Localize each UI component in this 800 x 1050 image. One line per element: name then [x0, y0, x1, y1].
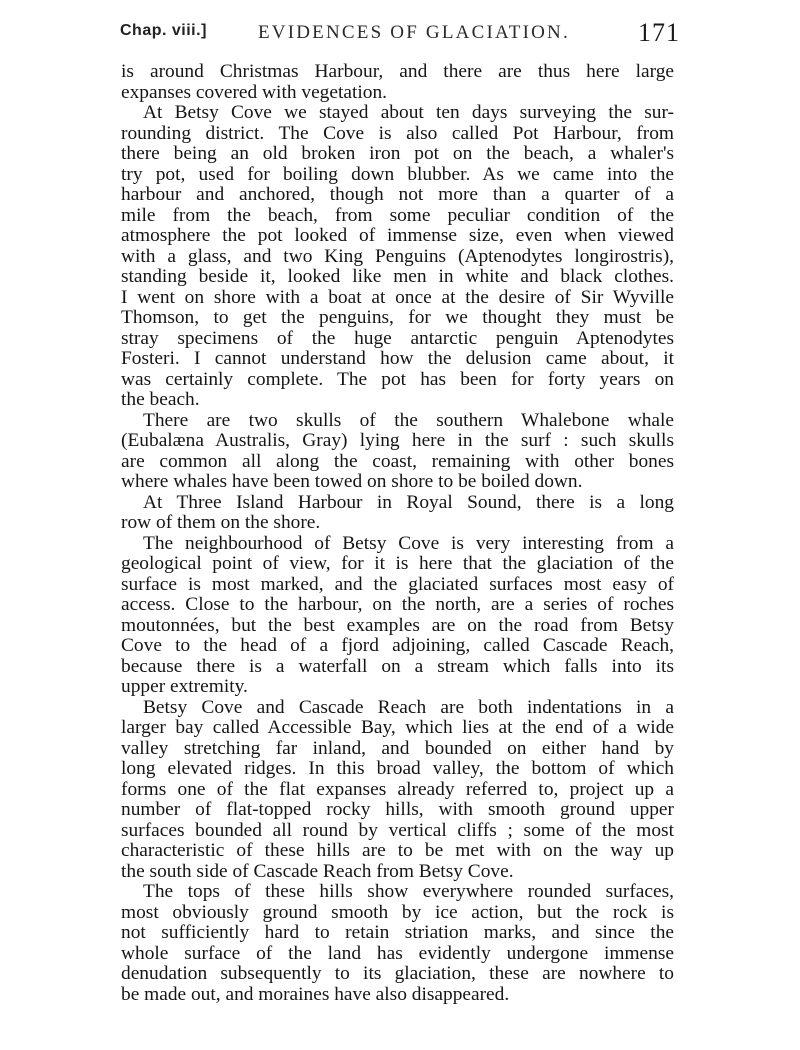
text-line: because there is a waterfall on a stream which falls into its: [121, 655, 674, 677]
paragraph-betsy-cove: [121, 103, 674, 411]
text-line: moutonnées, but the best examples are on the road from Betsy: [121, 614, 674, 636]
text-line: There are two skulls of the southern Whalebone whale: [143, 409, 674, 431]
text-line: Fosteri. I cannot understand how the delusion came about, it: [121, 348, 674, 369]
text-line: access. Close to the harbour, on the north, are a series of roches: [121, 594, 674, 615]
text-line: forms one of the flat expanses already referred to, project up a: [121, 778, 674, 800]
text-line: stray specimens of the huge antarctic penguin Aptenodytes: [121, 327, 674, 349]
text-line: valley stretching far inland, and bounded on either hand by: [121, 737, 674, 759]
body-text: [121, 62, 674, 1005]
text-line: the south side of Cascade Reach from Betsy Cove.: [121, 860, 514, 882]
text-line: surface is most marked, and the glaciated surfaces most easy of: [121, 573, 674, 595]
text-line: I went on shore with a boat at once at the desire of Sir Wyville: [121, 286, 674, 308]
text-line: rounding district. The Cove is also called Pot Harbour, from: [121, 122, 674, 144]
text-line: upper extremity.: [121, 676, 248, 697]
running-head: [120, 20, 680, 48]
text-line: there being an old broken iron pot on the beach, a whaler's: [121, 143, 674, 164]
chapter-reference: Chap. viii.]: [120, 22, 207, 39]
text-line: Thomson, to get the penguins, for we thought they must be: [121, 307, 674, 328]
page-number: 171: [638, 18, 680, 47]
running-title: EVIDENCES OF GLACIATION.: [258, 22, 570, 43]
text-line: long elevated ridges. In this broad valley, the bottom of which: [121, 758, 674, 779]
text-line: harbour and anchored, though not more than a quarter of a: [121, 184, 674, 205]
text-line: whole surface of the land has evidently undergone immense: [121, 942, 674, 964]
text-line: was certainly complete. The pot has been for forty years on: [121, 368, 674, 390]
paragraph-continuation: [121, 62, 674, 103]
text-line: expanses covered with vegetation.: [121, 81, 387, 103]
text-line: (Eubalæna Australis, Gray) lying here in the surf : such skulls: [121, 430, 674, 451]
text-line: surfaces bounded all round by vertical cliffs ; some of the most: [121, 819, 674, 841]
text-line: mile from the beach, from some peculiar condition of the: [121, 204, 674, 226]
text-line: the beach.: [121, 389, 200, 410]
text-line: Cove to the head of a fjord adjoining, called Cascade Reach,: [121, 635, 674, 656]
text-line: denudation subsequently to its glaciation, these are nowhere to: [121, 963, 674, 984]
text-line: not sufficiently hard to retain striation marks, and since the: [121, 922, 674, 943]
text-line: is around Christmas Harbour, and there are thus here large: [121, 61, 674, 82]
text-line: characteristic of these hills are to be met with on the way up: [121, 840, 674, 861]
text-line: At Three Island Harbour in Royal Sound, there is a long: [143, 491, 674, 513]
paragraph-glaciation: [121, 534, 674, 698]
text-line: with a glass, and two King Penguins (Aptenodytes longirostris),: [121, 245, 674, 267]
text-line: larger bay called Accessible Bay, which lies at the end of a wide: [121, 717, 674, 738]
text-line: At Betsy Cove we stayed about ten days surveying the sur-: [143, 102, 674, 123]
paragraph-whale-skulls: [121, 411, 674, 493]
paragraph-hill-tops: [121, 882, 674, 1005]
text-line: try pot, used for boiling down blubber. As we came into the: [121, 163, 674, 185]
text-line: most obviously ground smooth by ice action, but the rock is: [121, 901, 674, 923]
paragraph-accessible-bay: [121, 698, 674, 883]
text-line: The tops of these hills show everywhere rounded surfaces,: [143, 881, 674, 902]
text-line: be made out, and moraines have also disappeared.: [121, 983, 510, 1005]
text-line: atmosphere the pot looked of immense size, even when viewed: [121, 225, 674, 246]
text-line: standing beside it, looked like men in white and black clothes.: [121, 266, 674, 287]
text-line: geological point of view, for it is here that the glaciation of the: [121, 553, 674, 574]
text-line: row of them on the shore.: [121, 512, 321, 533]
text-line: number of flat-topped rocky hills, with smooth ground upper: [121, 799, 674, 820]
text-line: Betsy Cove and Cascade Reach are both indentations in a: [143, 696, 674, 718]
text-line: where whales have been towed on shore to be boiled down.: [121, 471, 583, 492]
paragraph-three-island-harbour: [121, 493, 674, 534]
text-line: are common all along the coast, remaining with other bones: [121, 450, 674, 472]
text-line: The neighbourhood of Betsy Cove is very interesting from a: [143, 532, 674, 554]
